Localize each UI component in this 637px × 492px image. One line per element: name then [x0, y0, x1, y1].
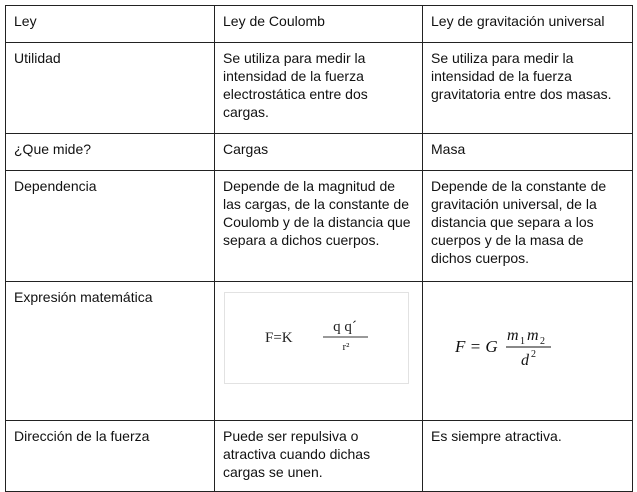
- coulomb-dependencia-text: Depende de la magnitud de las cargas, de la constante de Coulomb y de la distancia que separa a dichos cuerpos.: [223, 178, 411, 248]
- gravitation-m2: m: [527, 327, 539, 344]
- coulomb-cell: [215, 282, 423, 421]
- gravitation-cell: [423, 134, 633, 171]
- coulomb-cell: [215, 43, 423, 134]
- header-gravitation-text: Ley de gravitación universal: [431, 13, 605, 29]
- row-label-cell: [6, 134, 215, 171]
- header-ley-text: Ley: [14, 13, 37, 29]
- gravitation-direccion-text: Es siempre atractiva.: [431, 428, 562, 444]
- comparison-table: [5, 5, 633, 492]
- gravitation-utilidad-text: Se utiliza para medir la intensidad de la fuerza gravitatoria entre dos masas.: [431, 50, 612, 102]
- gravitation-d-superscript: 2: [531, 349, 536, 360]
- gravitation-mide-text: Masa: [431, 141, 466, 157]
- gravitation-m1: m: [507, 327, 519, 344]
- row-label-utilidad: Utilidad: [14, 50, 61, 66]
- coulomb-cell: [215, 171, 423, 282]
- row-label-cell: [6, 282, 215, 421]
- row-label-expresion: Expresión matemática: [14, 289, 153, 305]
- coulomb-utilidad-text: Se utiliza para medir la intensidad de la fuerza electrostática entre dos cargas.: [223, 50, 368, 120]
- table-row-expresion: [6, 282, 633, 421]
- table-row-que-mide: [6, 134, 633, 171]
- coulomb-direccion-text: Puede ser repulsiva o atractiva cuando dichas cargas se unen.: [223, 428, 371, 480]
- coulomb-formula-numerator: q q´: [333, 319, 357, 335]
- header-coulomb-text: Ley de Coulomb: [223, 13, 325, 29]
- coulomb-formula-image: [224, 292, 409, 384]
- row-label-cell: [6, 171, 215, 282]
- gravitation-m1-subscript: 1: [520, 336, 525, 347]
- gravitation-dependencia-text: Depende de la constante de gravitación universal, de la distancia que separa a los cuerpos y de la masa de dichos cuerpos.: [431, 178, 607, 266]
- gravitation-formula-lhs: F = G: [455, 337, 498, 356]
- gravitation-formula-image: [451, 316, 621, 376]
- gravitation-cell: [423, 171, 633, 282]
- gravitation-formula: [451, 316, 621, 376]
- table-header-row: [6, 6, 633, 43]
- row-label-que-mide: ¿Que mide?: [14, 141, 92, 157]
- coulomb-formula-denominator: r²: [342, 341, 350, 353]
- table-row-utilidad: [6, 43, 633, 134]
- coulomb-formula: [225, 293, 408, 383]
- row-label-direccion: Dirección de la fuerza: [14, 428, 150, 444]
- header-cell-coulomb: [215, 6, 423, 43]
- coulomb-mide-text: Cargas: [223, 141, 269, 157]
- header-cell-gravitation: [423, 6, 633, 43]
- header-cell-ley: [6, 6, 215, 43]
- row-label-cell: [6, 43, 215, 134]
- gravitation-cell: [423, 282, 633, 421]
- coulomb-cell: [215, 134, 423, 171]
- comparison-sheet: [5, 5, 632, 480]
- gravitation-d: d: [521, 352, 529, 369]
- coulomb-formula-lhs: F=K: [265, 330, 293, 346]
- table-row-dependencia: [6, 171, 633, 282]
- gravitation-cell: [423, 43, 633, 134]
- row-label-dependencia: Dependencia: [14, 178, 97, 194]
- gravitation-m2-subscript: 2: [540, 336, 545, 347]
